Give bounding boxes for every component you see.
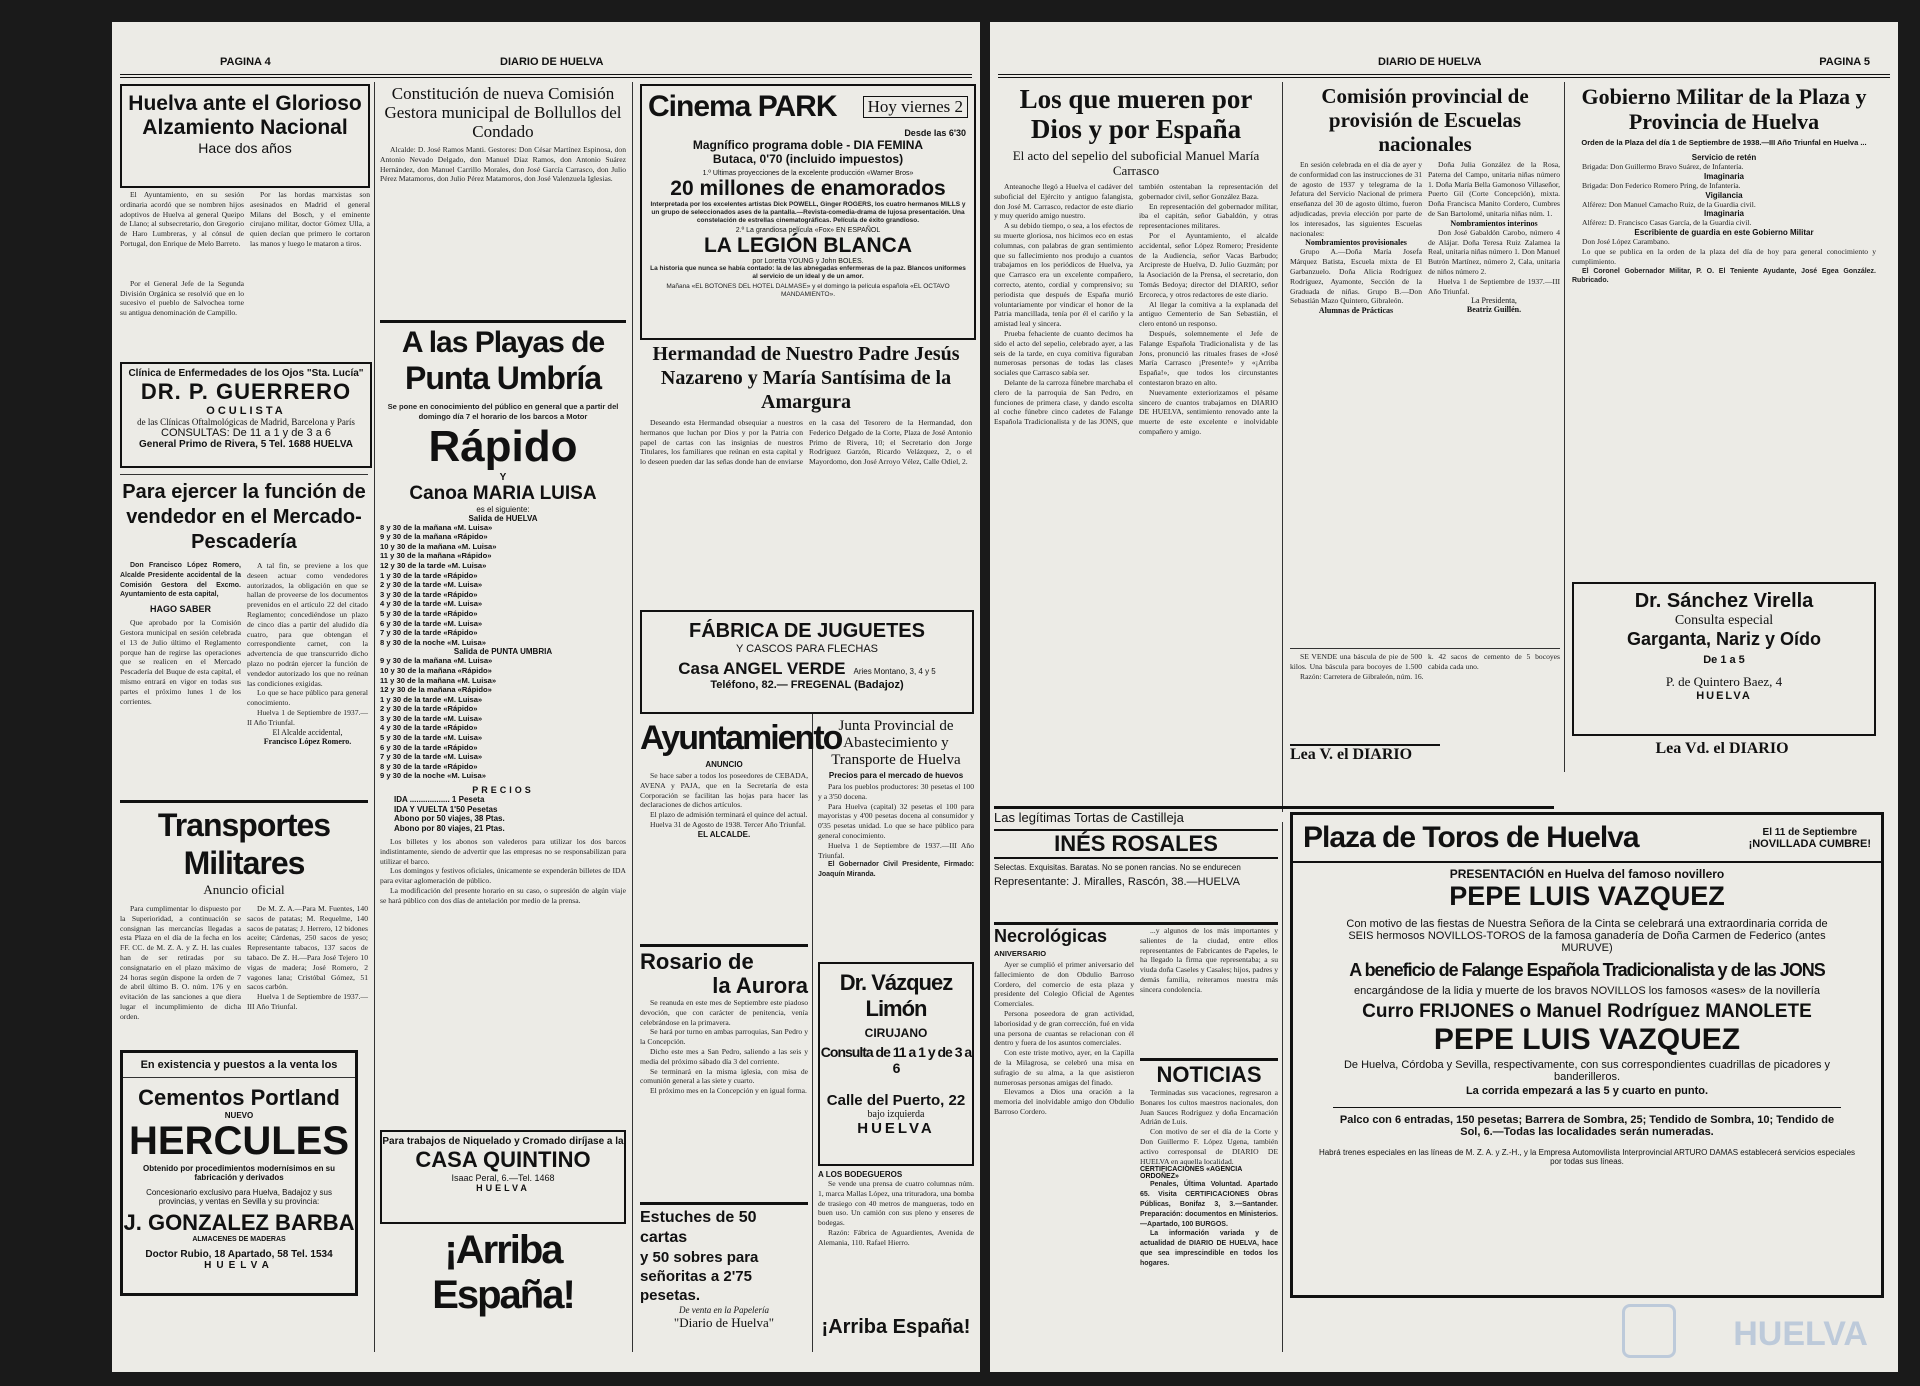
gestora-body: Alcalde: D. José Ramos Manti. Gestores: Don César Martínez Espinosa, don Antonio Nevado Delgado, don Manuel Díaz Ramos, don Antonio Suárez Hernández, don Manuel Carrillo Morales, don José García Carrasco, don Julio Pérez Matamoros, don Julio Pérez Matamoros, don José Valenzuela Iglesias. <box>380 145 626 184</box>
fabrica-telefono: Teléfono, 82.— FREGENAL (Badajoz) <box>710 679 904 691</box>
playas-precios: PRECIOS <box>472 785 534 796</box>
noticias <box>1140 1062 1278 1362</box>
necrologicas-p4: Elevamos a Dios una oración a la memoria del inolvidable amigo don Obdulio Barroso Cordero. <box>994 1087 1134 1116</box>
page-header <box>120 52 972 78</box>
mueren-title: Los que mueren por Dios y por España <box>1019 84 1253 144</box>
sanchez-line2: Garganta, Nariz y Oído <box>1626 629 1822 649</box>
alzamiento-p3: Por las hordas marxistas son asesinados en Madrid el general Milans del Bosch, y el eminente cirujano militar, doctor Gómez Ulla, a quien decían que primero le cortaron las manos y luego le mataron a tiros. <box>250 190 370 248</box>
junta-notice <box>818 718 974 958</box>
vazquez-ad <box>818 962 974 1166</box>
sanchez-line3: De 1 a 5 <box>1703 654 1745 666</box>
alzamiento-col1 <box>120 190 244 370</box>
gestora-notice <box>380 84 626 324</box>
cementos-line1: En existencia y puestos a la venta los <box>140 1059 338 1071</box>
playas-p2: Los domingos y festivos oficiales, únicamente se expenderán billetes de IDA para evitar aglomeración de público. <box>380 866 626 886</box>
gobierno-h2: Imaginaria <box>1703 171 1744 181</box>
rosario-title1: Rosario de <box>640 949 754 974</box>
mueren-p5: En representación del gobernador militar, iba el capitán, señor Gabaldón, y otras representaciones militares. <box>1139 201 1278 231</box>
schedule-line-huelva: 6 y 30 de la tarde «M. Luisa» <box>380 618 483 628</box>
playas-ida: IDA .................. 1 Peseta <box>394 795 485 805</box>
schedule-line-punta: 8 y 30 de la tarde «Rápido» <box>380 761 478 771</box>
clinica-specialty: OCULISTA <box>206 405 286 417</box>
comision-date: Huelva 1 de Septiembre de 1937.—III Año Triunfal. <box>1428 276 1560 296</box>
alzamiento-subtitle: Hace dos años <box>198 140 292 156</box>
gobierno-h5: Escribiente de guardia en este Gobierno Militar <box>1634 228 1814 238</box>
schedule-line-punta: 10 y 30 de la mañana «Rápido» <box>380 665 492 675</box>
gobierno-s5: Don José López Carambano. <box>1582 237 1670 247</box>
gobierno-order: Orden de la Plaza del día 1 de Septiembre de 1938.—III Año Triunfal en Huelva ... <box>1581 138 1867 147</box>
schedule-line-punta: 3 y 30 de la tarde «M. Luisa» <box>380 713 483 723</box>
gobierno-h4: Imaginaria <box>1703 209 1744 219</box>
necrologicas-p2: Persona poseedora de gran actividad, laboriosidad y de gran corrección, fué en vida una persona de cuantas se relacionan con él dentro y fuera de los asuntos comerciales. <box>994 1008 1134 1048</box>
cinema-film1: 20 millones de enamorados <box>670 177 946 200</box>
schedule-line-punta: 4 y 30 de la tarde «Rápido» <box>380 723 478 733</box>
tortas-ad <box>994 810 1278 920</box>
page-header <box>998 52 1890 78</box>
toros-date: El 11 de Septiembre <box>1762 826 1858 838</box>
right-page <box>990 22 1898 1372</box>
mercado-p3: A tal fin, se previene a los que deseen actuar como vendedores autorizados, la obligación en que se hallan de proveerse de los documentos prevenidos en el artículo 22 del citado Reglamento; concediéndose un plazo de cinco días a partir del aludido día cuatro, para que obtengan el correspondiente carnet, con la advertencia de que transcurrido dicho plazo no podrán ejercer la función de vendedor autorizado los que no reúnan las condiciones exigidas. <box>247 561 368 688</box>
playas-salida-punta: Salida de PUNTA UMBRIA <box>453 647 553 657</box>
sanchez-city: HUELVA <box>1696 690 1752 702</box>
playas-rapido: Rápido <box>428 421 578 471</box>
junta-p1: Para los pueblos productores: 30 pesetas el 100 y a 3'50 docena. <box>818 782 974 801</box>
mueren-p3: Prueba fehaciente de cuanto decimos ha sido el acto del sepelio, celebrado ayer, a las seis de la tarde, en cuya comitiva figuraban numerosas personas de todas las clases sociales que Carrasco sabía ser. <box>994 328 1133 378</box>
gestora-title: Constitución de nueva Comisión Gestora municipal de Bollullos del Condado <box>384 84 622 141</box>
estuches-line1: Estuches de 50 cartas <box>640 1209 757 1246</box>
necrologicas-aniversario: ANIVERSARIO <box>994 949 1047 958</box>
bodegueros-ad <box>818 1170 974 1312</box>
junta-title: Junta Provincial de Abastecimiento y Transporte de Huelva <box>831 718 961 768</box>
page-number: PAGINA 5 <box>1819 56 1870 68</box>
tortas-name: INÉS ROSALES <box>994 829 1278 859</box>
schedule-line-punta: 1 y 30 de la tarde «M. Luisa» <box>380 694 483 704</box>
toros-name2: PEPE LUIS VAZQUEZ <box>1433 1023 1741 1056</box>
left-page <box>112 22 980 1372</box>
clinica-line2: de las Clínicas Oftalmológicas de Madrid, Barcelona y París <box>137 417 355 427</box>
cinema-cast: por Loretta YOUNG y John BOLES. <box>752 258 864 265</box>
ayuntamiento-title: Ayuntamiento <box>640 719 842 757</box>
toros-novillada: ¡NOVILLADA CUMBRE! <box>1748 837 1871 850</box>
toros-ad <box>1290 812 1884 1298</box>
bodegueros-title: A LOS BODEGUEROS <box>818 1170 903 1179</box>
schedule-line-punta: 11 y 30 de la mañana «M. Luisa» <box>380 675 497 685</box>
cementos-line2: Cementos Portland <box>138 1085 340 1110</box>
alzamiento-heading <box>120 84 370 188</box>
cinema-desde: Desde las 6'30 <box>904 128 966 138</box>
schedule-line-huelva: 9 y 30 de la mañana «Rápido» <box>380 532 488 542</box>
cinema-butaca: Butaca, 0'70 (incluido impuestos) <box>712 152 904 166</box>
mueren-p7: Al llegar la comitiva a la explanada del antiguo Cementerio de San Sebastián, el clero entonó un responso. <box>1139 299 1278 329</box>
quintino-city: HUELVA <box>476 1183 530 1193</box>
transportes-p2: De M. Z. A.—Para M. Fuentes, 140 sacos de patatas; M. Requelme, 140 sacos de patatas; J. Herrero, 12 bidones aceite; Cárdenas, 250 sacos de yeso; Representante tabacos, 137 sacos de tabaco. De Z. H.—Para José Tejero 10 vigas de madera; José Romero, 2 vagones lana; Cristóbal Gómez, 51 sacos carbón. <box>247 904 368 992</box>
fabricas-papeles <box>1140 926 1278 1056</box>
gobierno-p1: Lo que se publica en la orden de la plaza del día de hoy para general conocimiento y cumplimiento. <box>1572 246 1876 266</box>
transportes-p1: Para cumplimentar lo dispuesto por la Superioridad, a continuación se consignan las mercancías llegadas a esta Plaza en el día de la fecha en los FF. CC. de M. Z. A. y Z. H. las cuales han de ser retiradas por su consignatario en el plazo máximo de 24 horas según dispone la orden de 7 de abril último B. O. núm. 176 y en evitación de las sanciones a que diera lugar el incumplimiento de dicha orden. <box>120 904 241 1021</box>
playas-abono1: Abono por 50 viajes, 38 Ptas. <box>394 814 505 824</box>
junta-p2: Para Huelva (capital) 32 pesetas el 100 para mayoristas y 4'00 pesetas docena al consumidor y 0'35 pesetas unidad. Lo que se hace público para general conocimiento. <box>818 801 974 840</box>
watermark: HUELVA <box>1733 1315 1868 1353</box>
hermandad-body: Deseando esta Hermandad obsequiar a nuestros hermanos que luchan por Dios y por la Patria con papel de cartas con las insignias de nuestros Titulares, los familiares que reúnan en esta capital y lo deseen pueden dar las señas donde han de enviarse en la casa del Tesorero de la Hermandad, don Federico Delgado de la Corte, Plaza de José Antonio Primo de Rivera, 10; el Secretario don Jorge Rodríguez Garzón, Ricardo Velázquez, 2, o el Mayordomo, don José Arroyo Vélez, Calle Odiel, 2. <box>640 418 972 467</box>
schedule-line-punta: 2 y 30 de la tarde «Rápido» <box>380 704 478 714</box>
necrologicas-p1: Ayer se cumplió el primer aniversario del fallecimiento de don Obdulio Barroso Cordero, del comercio de esta plaza y presidente del Colegio Oficial de Agentes Comerciales. <box>994 960 1134 1009</box>
vazquez-piso: bajo izquierda <box>867 1109 925 1120</box>
gobierno-sig: El Coronel Gobernador Militar, P. O. El Teniente Ayudante, José Egea González. Rubricado. <box>1572 267 1876 285</box>
vazquez-name: Dr. Vázquez Limón <box>839 970 953 1021</box>
junta-subtitle: Precios para el mercado de huevos <box>828 771 964 780</box>
comision-h3: Nombramientos interinos <box>1450 218 1538 228</box>
sanchez-name: Dr. Sánchez Virella <box>1634 590 1814 612</box>
alzamiento-col2 <box>250 190 370 370</box>
toros-p1: Con motivo de las fiestas de Nuestra Señora de la Cinta se celebrará una extraordinaria corrida de SEIS hermosos NOVILLOS-TOROS de la famosa ganadería de Doña Carmen de Federico (antes MURUVE) <box>1346 918 1828 954</box>
clinica-ad <box>120 362 372 468</box>
alzamiento-p1: El Ayuntamiento, en su sesión ordinaria acordó que se nombren hijos adoptivos de Huelva al general Queipo de Llano; al subsecretario, don Gregorio de Haro Lumbreras, y al cónsul de Portugal, don Enrique de Melo Barreto. <box>120 190 244 248</box>
bascula-p2: Razón: Carretera de Gibraleón, núm. 16. <box>1300 671 1424 681</box>
playas-p3: La modificación del presente horario en su caso, o supresión de algún viaje se hará público con dos días de antelación por medio de la prensa. <box>380 886 626 905</box>
cinema-desc1: Interpretada por los excelentes artistas Dick POWELL, Ginger ROGERS, los cuatro hermanos MILLS y un grupo de seleccionados ases de la pantalla.—Revista-comedia-drama de lujosa presentación. Una constelación de estrellas cinematográficas. Película de éxito grandioso. <box>650 201 966 224</box>
toros-presentacion: PRESENTACIÓN en Huelva del famoso novillero <box>1449 867 1725 881</box>
comision-p3: Doña Julia González de la Rosa, Paterna del Campo, unitaria niñas número 1. Doña María Bella Gamonoso Villaseñor, Puerto Gil (Corte Concepción), mixta. Doña Francisca Manito Cordero, Cumbres de San Bartolomé, unitaria niñas núm. 1. <box>1428 160 1560 218</box>
quintino-ad <box>380 1130 626 1224</box>
playas-times-huelva <box>380 523 626 648</box>
toros-toreros: Curro FRIJONES o Manuel Rodríguez MANOLETE <box>1362 1001 1812 1022</box>
vazquez-address: Calle del Puerto, 22 <box>826 1092 966 1109</box>
schedule-line-huelva: 4 y 30 de la tarde «M. Luisa» <box>380 599 483 609</box>
noticias-heading: CERTIFICACIONES «AGENCIA ORDOÑEZ» <box>1140 1166 1243 1181</box>
cementos-brand: HERCULES <box>128 1119 350 1163</box>
ayuntamiento-sig: EL ALCALDE. <box>697 829 751 839</box>
sanchez-line1: Consulta especial <box>1674 613 1774 628</box>
tortas-line1: Las legítimas Tortas de Castilleja <box>994 810 1184 825</box>
fabrica-ad <box>640 610 974 714</box>
alzamiento-p2: Por el General Jefe de la Segunda División Orgánica se resolvió que en lo sucesivo el pueblo de Salvochea torne su antigua denominación de Campillo. <box>120 278 244 318</box>
mercado-title: Para ejercer la función de vendedor en el Mercado-Pescadería <box>122 481 366 553</box>
lea-diario-2: Lea Vd. el DIARIO <box>1655 740 1789 757</box>
arriba-espana-left: ¡Arriba España! <box>432 1228 574 1317</box>
transportes-subtitle: Anuncio oficial <box>203 882 285 897</box>
mueren-p1: Anteanoche llegó a Huelva el cadáver del suboficial del Ejército y antiguo falangista, don José M. Carrasco, redactor de este diario y muy querido amigo nuestro. <box>994 182 1133 221</box>
hermandad-title: Hermandad de Nuestro Padre Jesús Nazareno y María Santísima de la Amargura <box>652 343 960 413</box>
gobierno-notice <box>1572 84 1876 574</box>
gobierno-title: Gobierno Militar de la Plaza y Provincia de Huelva <box>1581 84 1867 134</box>
cementos-line4: Concesionario exclusivo para Huelva, Badajoz y sus provincias, y ventas en Sevilla y su provincia: <box>146 1188 332 1206</box>
junta-sig: El Gobernador Civil Presidente, Firmado: Joaquín Miranda. <box>818 861 974 879</box>
cementos-name: J. GONZALEZ BARBA <box>123 1210 355 1235</box>
playas-intro: Se pone en conocimiento del público en general que a partir del domingo día 7 el horario de los barcos a Motor <box>387 402 619 421</box>
mueren-p2: A su debido tiempo, o sea, a los efectos de su muerte gloriosa, nos hicimos eco en estas columnas, con palabras de gran sentimiento que su fallecimiento nos produjo a cuantos trabajamos en los periódicos de Huelva, ya que Carrasco era un excelente compañero, correcto, atento, cordial y comprensivo; su periodista que después de España murió voluntariamente por vindicar el honor de la Patria mancillada, tenía por él el cariño y la amistad leal y sincera. <box>994 221 1133 329</box>
quintino-name: CASA QUINTINO <box>415 1147 591 1172</box>
mueren-p4: Delante de la carroza fúnebre marchaba el clero de la parroquia de San Pedro, en funciones de primera clase, y dando escolta al coche fúnebre cinco cadetes de Falange Española Tradicionalista y de las JONS, que también ostentaban la representación del gobernador civil, señor González Baza. <box>994 182 1278 427</box>
schedule-line-punta: 9 y 30 de la noche «M. Luisa» <box>380 771 486 781</box>
clinica-hours: CONSULTAS: De 11 a 1 y de 3 a 6 <box>161 427 331 439</box>
playas-title1: A las Playas de <box>401 326 605 359</box>
necrologicas-title: Necrológicas <box>994 926 1108 946</box>
rosario-p5: El próximo mes en la Concepción y en igual forma. <box>650 1086 807 1096</box>
rosario-p2: Se hará por turno en ambas parroquias, San Pedro y la Concepción. <box>640 1027 808 1047</box>
vazquez-specialty: CIRUJANO <box>864 1026 928 1040</box>
cementos-line3: Obtenido por procedimientos modernísimos en su fabricación y derivados <box>142 1164 336 1182</box>
estuches-line3: De venta en la Papelería <box>679 1305 769 1315</box>
playas-ida-vuelta: IDA Y VUELTA 1'50 Pesetas <box>394 804 498 814</box>
fabrica-address: Aries Montano, 3, 4 y 5 <box>853 667 936 676</box>
schedule-line-huelva: 5 y 30 de la tarde «Rápido» <box>380 608 478 618</box>
fabricas-p1: ...y algunos de los más importantes y salientes de la ciudad, entre ellos representantes de Fabricantes de Papeles, le ha llegado la firma que representaba; a su viuda doña Caseles y Casales; hijos, padres y demás familia, reiteramos nuestra más sincera condolencia. <box>1140 926 1278 994</box>
comision-sig1: La Presidenta, <box>1471 296 1517 306</box>
lea-diario-1: Lea V. el DIARIO <box>1290 744 1440 764</box>
mercado-p1: Don Francisco López Romero, Alcalde Presidente accidental de la Comisión Gestora del Excmo. Ayuntamiento de esta capital, <box>120 562 241 599</box>
mercado-date: Huelva 1 de Septiembre de 1937.—II Año Triunfal. <box>247 707 368 727</box>
schedule-line-punta: 6 y 30 de la tarde «Rápido» <box>380 742 478 752</box>
playas-abono2: Abono por 80 viajes, 21 Ptas. <box>394 823 505 833</box>
junta-date: Huelva 1 de Septiembre de 1937.—III Año Triunfal. <box>818 840 974 860</box>
mueren-article <box>994 84 1278 824</box>
page-number: PAGINA 4 <box>220 56 271 68</box>
playas-title2: Punta Umbría <box>404 360 602 396</box>
transportes-title: Transportes Militares <box>157 807 331 881</box>
schedule-line-huelva: 12 y 30 de la tarde «M. Luisa» <box>380 560 487 570</box>
toros-precios: Palco con 6 entradas, 150 pesetas; Barrera de Sombra, 25; Tendido de Sombra, 10; Tendido de Sol, 6.—Todas las localidades serán numeradas. <box>1333 1107 1841 1138</box>
toros-beneficio: A beneficio de Falange Española Tradicionalista y de las JONS <box>1349 960 1825 980</box>
gobierno-s2: Brigada: Don Federico Romero Pring, de Infantería. <box>1582 180 1741 190</box>
rosario-p4: Se terminará en la misma iglesia, con misa de comunión general a las siete y cuarto. <box>640 1066 808 1086</box>
toros-p3: De Huelva, Córdoba y Sevilla, respectivamente, con sus correspondientes cuadrillas de picadores y banderilleros. <box>1343 1059 1831 1083</box>
mercado-sig1: El Alcalde accidental, <box>272 727 343 737</box>
schedule-line-huelva: 8 y 30 de la noche «M. Luisa» <box>380 637 486 647</box>
toros-p2: encargándose de la lidia y muerte de los bravos NOVILLOS los famosos «ases» de la novillería <box>1354 985 1820 997</box>
fabrica-casa: Casa ANGEL VERDE <box>678 659 846 678</box>
bascula-ad <box>1290 652 1560 742</box>
schedule-line-punta: 7 y 30 de la tarde «M. Luisa» <box>380 752 483 762</box>
playas-y: Y <box>499 471 507 483</box>
rosario-p1: Se reanuda en este mes de Septiembre este piadoso devoción, que con carácter de penitencia, venía celebrándose en la primavera. <box>640 998 808 1027</box>
bodegueros-p1: Se vende una prensa de cuatro columnas núm. 1, marca Mallas López, una trituradora, una bomba de trasiego con 40 metros de mangueras, todo en buen uso. Un camión con sus pleno y enseres de bodegas. <box>818 1179 974 1228</box>
noticias-p4: La información variada y de actualidad de DIARIO DE HUELVA, hace que sea imprescindible en todos los hogares. <box>1140 1230 1278 1267</box>
bascula-p1: SE VENDE una báscula de pie de 500 kilos. Una báscula para bocoyes de 1.500 k. 42 sacos de cemento de 5 bocoyes cabida cada uno. <box>1290 652 1560 671</box>
mercado-sig2: Francisco López Romero. <box>263 736 352 746</box>
toros-title: Plaza de Toros de Huelva <box>1303 821 1639 854</box>
noticias-p2: Con motivo de ser el día de la Corte y Don Guillermo F. López Ugena, también activo corresponsal de DIARIO DE HUELVA en aquella localidad. <box>1140 1127 1278 1166</box>
playas-salida-huelva: Salida de HUELVA <box>468 513 538 523</box>
tortas-line3: Representante: J. Miralles, Rascón, 38.—HUELVA <box>994 876 1240 888</box>
sanchez-address: P. de Quintero Baez, 4 <box>1665 674 1783 689</box>
rosario-notice <box>640 950 808 1200</box>
schedule-line-punta: 5 y 30 de la tarde «M. Luisa» <box>380 733 483 743</box>
arriba-espana-left2: ¡Arriba España! <box>821 1316 971 1338</box>
playas-ad <box>380 326 626 1126</box>
playas-p1: Los billetes y los abonos son valederos para utilizar los dos barcos indistintamente, siendo de advertir que las empresas no se responsabilizan para utilizar el barco. <box>380 837 626 866</box>
necrologicas-p3: Con este triste motivo, ayer, en la Capilla de la Milagrosa, se celebró una misa en sufragio de su alma, a la que asistieron numerosas personas amigas del finado. <box>994 1048 1134 1087</box>
cementos-city: HUELVA <box>204 1260 274 1271</box>
schedule-line-huelva: 3 y 30 de la tarde «Rápido» <box>380 589 478 599</box>
comision-h1: Nombramientos provisionales <box>1305 238 1407 248</box>
comision-p4: Don José Gabaldón Carobo, número 4 de Alájar. Doña Teresa Ruiz Zalamea la Real, unitaria niñas número 1. Don Manuel Butrón Martínez, número 2, Cala, unitaria de niños número 2. <box>1428 227 1560 276</box>
ayuntamiento-notice <box>640 718 842 938</box>
cinema-name: Cinema PARK <box>648 90 837 123</box>
vazquez-city: HUELVA <box>857 1120 935 1137</box>
toros-name1: PEPE LUIS VAZQUEZ <box>1449 881 1725 911</box>
schedule-line-huelva: 7 y 30 de la tarde «Rápido» <box>380 628 478 638</box>
schedule-line-huelva: 11 y 30 de la mañana «Rápido» <box>380 551 492 561</box>
cinema-desc2: La historia que nunca se había contado: la de las abnegadas enfermeras de la paz. Blancos uniformes al servicio de un ideal y de un amor. <box>650 265 966 280</box>
cinema-day: Hoy viernes 2 <box>863 96 968 118</box>
schedule-line-huelva: 8 y 30 de la mañana «M. Luisa» <box>380 522 493 532</box>
cinema-line1: 1.º Ultimas proyecciones de la excelente producción «Warner Bros» <box>702 170 914 177</box>
transportes-date: Huelva 1 de Septiembre de 1937.—III Año Triunfal. <box>247 992 368 1011</box>
toros-p4: La corrida empezará a las 5 y cuarto en punto. <box>1465 1085 1709 1097</box>
comision-p1: En sesión celebrada en el día de ayer y de conformidad con las instrucciones de 31 de agosto de 1937 y telegrama de la Jefatura del Servicio Nacional de primera enseñanza del 30 de agosto último, fueron adjudicadas, previa elección por parte de los interesados, las siguientes Escuelas nacionales: <box>1290 160 1422 238</box>
mercado-p4: Lo que se hace público para general conocimiento. <box>247 688 368 708</box>
necrologicas <box>994 926 1134 1366</box>
cinema-programa: Magnífico programa doble - DIA FEMINA <box>692 138 924 152</box>
cementos-address: Doctor Rubio, 18 Apartado, 58 Tel. 1534 <box>145 1249 333 1260</box>
mueren-subtitle: El acto del sepelio del suboficial Manuel María Carrasco <box>1012 148 1260 178</box>
huelva-shield-icon <box>1622 1304 1676 1358</box>
bodegueros-p2: Razón: Fábrica de Aguardientes, Avenida de Alemania, 110. Rafael Hierro. <box>818 1227 974 1247</box>
clinica-doctor: DR. P. GUERRERO <box>140 379 352 404</box>
gobierno-s4: Alférez: D. Francisco Casas García, de la Guardia civil. <box>1582 218 1752 228</box>
mueren-p6: Por el Ayuntamiento, el alcalde accidental, señor López Romero; Presidente de la Audiencia, señor Vacas Barbudo; Arcipreste de Huelva, D. Julio Guzmán; por la Asociación de la Prensa, el secretario, don Tomás Bedoya; director del DIARIO, señor Ercoreca, y otros redactores de este diario. <box>1139 230 1278 299</box>
schedule-line-huelva: 2 y 30 de la tarde «M. Luisa» <box>380 580 483 590</box>
newspaper-name: DIARIO DE HUELVA <box>500 56 604 68</box>
estuches-line4: "Diario de Huelva" <box>673 1315 775 1330</box>
sanchez-ad <box>1572 582 1876 736</box>
ayuntamiento-anuncio: ANUNCIO <box>705 760 743 769</box>
schedule-line-huelva: 10 y 30 de la mañana «M. Luisa» <box>380 541 497 551</box>
mueren-p8: Después, solemnemente el Jefe de Falange Española Tradicionalista y de las Jons, pronunció las rituales frases de «José María Carrasco ¡Presente!» y «¡Arriba España!», que todos los circunstantes contestaron brazo en alto. <box>1139 328 1278 387</box>
ayuntamiento-p2: El plazo de admisión terminará el quince del actual. <box>650 810 808 820</box>
vazquez-hours: Consulta de 11 a 1 y de 3 a 6 <box>820 1044 972 1076</box>
gobierno-s3: Alférez: Don Manuel Camacho Ruiz, de la Guardia civil. <box>1582 199 1756 209</box>
noticias-title: NOTICIAS <box>1156 1062 1262 1087</box>
gobierno-h3: Vigilancia <box>1705 190 1743 200</box>
tortas-line2: Selectas. Exquisitas. Baratas. No se ponen rancias. No se endurecen <box>994 863 1241 872</box>
cinema-film2: LA LEGIÓN BLANCA <box>703 234 913 257</box>
playas-times-punta <box>380 656 626 781</box>
playas-canoa: Canoa MARIA LUISA <box>409 482 597 504</box>
cinema-line3: Mañana «EL BOTONES DEL HOTEL DALMASE» y el domingo la película española «EL OCTAVO MANDAMIENTO». <box>666 283 950 298</box>
noticias-p1: Terminadas sus vacaciones, regresaron a Bonares los cultos maestros nacionales, don Juan Sauces Rodríguez y doña Encarnación Adrián de Luis. <box>1140 1088 1278 1127</box>
mercado-hago-saber: HAGO SABER <box>149 604 211 615</box>
noticias-p3: Penales, Última Voluntad. Apartado 65. Visita CERTIFICACIONES Obras Públicas, Bonifaz 3, 3.—Santander. Preparación: documentos en Ministerios.—Apartado, 100 BURGOS. <box>1140 1181 1278 1228</box>
cinema-ad <box>640 84 976 340</box>
mueren-p9: Nuevamente exteriorizamos el pésame sincero de cuantos trabajamos en DIARIO DE HUELVA, sentimiento renovado ante la muerte de este excelente e inolvidable compañero y amigo. <box>1139 387 1278 436</box>
newspaper-name: DIARIO DE HUELVA <box>1378 56 1482 68</box>
mercado-p2: Que aprobado por la Comisión Gestora municipal en sesión celebrada el 13 de Julio último el Reglamento porque han de regirse las operaciones que se realicen en el Mercado Pescadería del Buque de esta capital, el mismo entrará en vigor en todas sus partes el próximo lunes 1 de los corrientes. <box>120 618 241 706</box>
toros-p5: Habrá trenes especiales en las líneas de M. Z. A. y Z.-H., y la Empresa Automovilista Interprovincial ARTURO DAMAS establecerá servicios especiales por todas sus líneas. <box>1318 1148 1856 1166</box>
quintino-address: Isaac Peral, 6.—Tel. 1468 <box>451 1173 555 1183</box>
fabrica-subtitle: Y CASCOS PARA FLECHAS <box>735 643 879 655</box>
rosario-p3: Dicho este mes a San Pedro, saliendo a las seis y media del próximo sábado día 3 del corriente. <box>640 1046 808 1066</box>
schedule-line-punta: 12 y 30 de la mañana «Rápido» <box>380 685 492 695</box>
cementos-sub: ALMACENES DE MADERAS <box>192 1236 286 1243</box>
fabrica-title: FÁBRICA DE JUGUETES <box>689 620 925 642</box>
cinema-line2: 2.º La grandiosa película «Fox» EN ESPAÑOL <box>735 227 881 234</box>
cementos-ad <box>120 1050 358 1296</box>
alzamiento-title: Huelva ante el Glorioso Alzamiento Nacional <box>128 92 362 139</box>
quintino-line1: Para trabajos de Niquelado y Cromado diríjase a la <box>382 1136 624 1147</box>
schedule-line-punta: 9 y 30 de la mañana «M. Luisa» <box>380 656 493 666</box>
gobierno-h1: Servicio de retén <box>1691 153 1757 162</box>
comision-h2: Alumnas de Prácticas <box>1318 306 1394 316</box>
cementos-nuevo: NUEVO <box>224 1111 254 1120</box>
schedule-line-huelva: 1 y 30 de la tarde «Rápido» <box>380 570 478 580</box>
estuches-ad <box>640 1208 808 1328</box>
playas-salidas: es el siguiente: <box>476 504 530 514</box>
estuches-line2: y 50 sobres para señoritas a 2'75 pesetas. <box>640 1249 759 1304</box>
transportes-notice <box>120 806 368 1034</box>
ayuntamiento-p1: Se hace saber a todos los poseedores de CEBADA, AVENA y PAJA, que en la Secretaría de esta Corporación se facilitan las hojas para hacer las declaraciones de dichos artículos. <box>640 771 808 810</box>
hermandad-notice <box>640 342 972 612</box>
mercado-notice <box>120 480 368 780</box>
comision-title: Comisión provincial de provisión de Escuelas nacionales <box>1321 84 1529 156</box>
clinica-address: General Primo de Rivera, 5 Tel. 1688 HUELVA <box>139 439 353 450</box>
comision-p2: Grupo A.—Doña María Josefa Márquez Batista, Escuela mixta de El Garbanzuelo. Doña Alicia Rodríguez Rodríguez, Ayamonte, Sección de la Graduada de niñas. Grupo B.—Don Sebastián Mazo Quintero, Gibraleón. <box>1290 247 1422 306</box>
ayuntamiento-date: Huelva 31 de Agosto de 1938. Tercer Año Triunfal. <box>650 819 806 829</box>
rosario-title2: la Aurora <box>712 973 808 998</box>
clinica-line1: Clínica de Enfermedades de los Ojos "Sta. Lucía" <box>128 368 364 379</box>
gobierno-s1: Brigada: Don Guillermo Bravo Suárez, de Infantería. <box>1582 162 1744 171</box>
comision-sig2: Beatriz Guillén. <box>1466 305 1522 315</box>
